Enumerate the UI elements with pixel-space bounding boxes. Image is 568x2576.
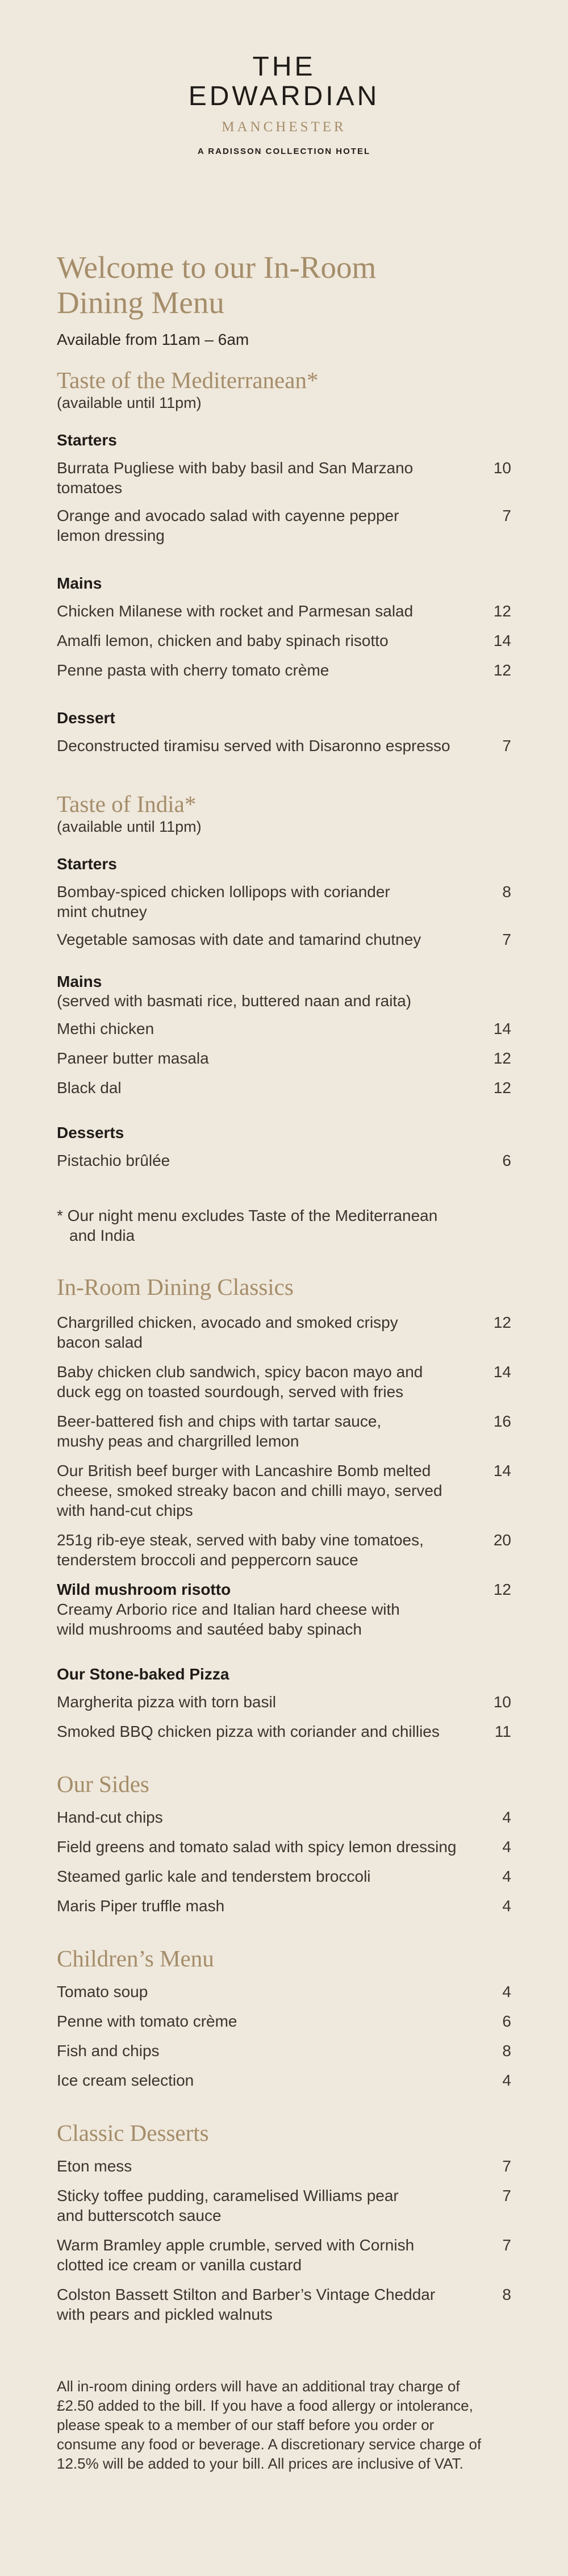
item-name-line: 251g rib-eye steak, served with baby vine tomatoes, [57, 1531, 424, 1549]
item-price: 10 [493, 1693, 511, 1711]
mediterranean-starters-heading: Starters [57, 431, 117, 449]
item-name-line: with pears and pickled walnuts [57, 2306, 273, 2323]
availability-note: Available from 11am – 6am [57, 331, 249, 348]
india-mains-heading: Mains [57, 973, 102, 990]
mediterranean-title: Taste of the Mediterranean* [57, 367, 319, 393]
menu-item [57, 1807, 511, 1827]
item-name: Black dal [57, 1079, 122, 1097]
menu-item [57, 2041, 511, 2061]
classic-desserts-title: Classic Desserts [57, 2120, 209, 2146]
children-title: Children’s Menu [57, 1945, 214, 1971]
item-name: Fish and chips [57, 2042, 160, 2060]
item-name: Smoked BBQ chicken pizza with coriander and chillies [57, 1723, 440, 1740]
item-name: Eton mess [57, 2157, 132, 2175]
item-name: Amalfi lemon, chicken and baby spinach risotto [57, 632, 389, 649]
item-price: 6 [502, 1152, 511, 1169]
item-name-line: with hand-cut chips [57, 1502, 193, 1519]
logo-edwardian: EDWARDIAN [188, 81, 380, 111]
children-section [57, 1945, 511, 2090]
item-price: 4 [502, 1868, 511, 1885]
india-mains-note: (served with basmati rice, buttered naan and raita) [57, 992, 412, 1010]
mediterranean-note: (available until 11pm) [57, 394, 202, 411]
item-name-line: tomatoes [57, 479, 123, 497]
item-name: Deconstructed tiramisu served with Disaronno espresso [57, 737, 450, 755]
menu-item [57, 1048, 511, 1068]
item-name-line: Chargrilled chicken, avocado and smoked crispy [57, 1314, 398, 1331]
item-name-line: tenderstem broccoli and peppercorn sauce [57, 1551, 358, 1569]
item-price: 6 [502, 2012, 511, 2030]
item-name: Tomato soup [57, 1983, 148, 2000]
item-price: 12 [493, 1314, 511, 1331]
item-price: 10 [493, 459, 511, 477]
menu-item [57, 1411, 511, 1451]
item-price: 7 [502, 2157, 511, 2175]
item-name-line: mushy peas and chargrilled lemon [57, 1432, 299, 1450]
menu-item [57, 1362, 511, 1402]
classic-desserts-section [57, 2120, 511, 2324]
menu-item [57, 2070, 511, 2090]
india-note: (available until 11pm) [57, 818, 202, 835]
item-price: 14 [493, 1363, 511, 1381]
classics-title: In-Room Dining Classics [57, 1274, 294, 1300]
item-name: Methi chicken [57, 1020, 154, 1037]
sides-title: Our Sides [57, 1771, 149, 1797]
item-price: 12 [493, 1581, 511, 1598]
item-price: 7 [502, 507, 511, 524]
item-name-line: Beer-battered fish and chips with tartar sauce, [57, 1412, 382, 1430]
menu-item [57, 1461, 511, 1520]
item-name-line: Bombay-spiced chicken lollipops with coriander [57, 883, 390, 901]
menu-item [57, 1866, 511, 1886]
hotel-logo [0, 52, 568, 156]
footer-line: All in-room dining orders will have an additional tray charge of [57, 2378, 460, 2395]
menu-item [57, 506, 511, 545]
item-price: 7 [502, 2236, 511, 2254]
item-price: 4 [502, 1983, 511, 2000]
item-name-line: wild mushrooms and sautéed baby spinach [57, 1620, 362, 1638]
menu-item [57, 601, 511, 621]
india-desserts-heading: Desserts [57, 1124, 124, 1141]
item-price: 8 [502, 2042, 511, 2060]
item-price: 11 [494, 1723, 511, 1740]
item-name-line: Our British beef burger with Lancashire Bomb melted [57, 1462, 431, 1479]
item-name: Paneer butter masala [57, 1049, 209, 1067]
item-price: 4 [502, 1808, 511, 1826]
menu-item [57, 2156, 511, 2176]
menu-item [57, 1982, 511, 2002]
footer-line: 12.5% will be added to your bill. All prices are inclusive of VAT. [57, 2455, 463, 2472]
item-name: Maris Piper truffle mash [57, 1897, 225, 1915]
item-name: Pistachio brûlée [57, 1152, 170, 1169]
menu-item [57, 458, 511, 498]
item-name: Penne pasta with cherry tomato crème [57, 661, 329, 679]
footer-line: consume any food or beverage. A discretionary service charge of [57, 2436, 482, 2453]
item-price: 4 [502, 1838, 511, 1856]
menu-item [57, 1721, 511, 1741]
item-price: 12 [493, 1049, 511, 1067]
logo-tagline: A RADISSON COLLECTION HOTEL [197, 147, 371, 156]
item-name: Field greens and tomato salad with spicy lemon dressing [57, 1838, 457, 1856]
item-price: 14 [493, 1462, 511, 1479]
item-name-line: clotted ice cream or vanilla custard [57, 2256, 302, 2274]
item-name-line: duck egg on toasted sourdough, served with fries [57, 1383, 404, 1400]
sides-section [57, 1771, 511, 1916]
india-title: Taste of India* [57, 791, 197, 817]
item-name-line: bacon salad [57, 1333, 143, 1351]
menu-item [57, 1151, 511, 1170]
item-name-line: lemon dressing [57, 527, 165, 544]
item-name: Ice cream selection [57, 2071, 194, 2089]
item-name: Vegetable samosas with date and tamarind chutney [57, 931, 421, 948]
item-name-line: Wild mushroom risotto [57, 1581, 231, 1598]
footer-line: please speak to a member of our staff before you order or [57, 2416, 435, 2433]
menu-item [57, 2285, 511, 2324]
logo-the: THE [252, 52, 316, 82]
menu-item [57, 2235, 511, 2275]
menu-item [57, 660, 511, 680]
item-name-line: Burrata Pugliese with baby basil and San Marzano [57, 459, 414, 477]
page-title-line1: Welcome to our In-Room [57, 250, 377, 285]
menu-item [57, 929, 511, 949]
menu-item [57, 1579, 511, 1639]
item-price: 4 [502, 1897, 511, 1915]
menu-item [57, 2186, 511, 2225]
item-name: Chicken Milanese with rocket and Parmesan salad [57, 602, 414, 620]
item-price: 14 [493, 632, 511, 649]
footer-disclaimer [57, 2377, 511, 2473]
night-note-line: and India [69, 1227, 135, 1244]
item-price: 16 [493, 1412, 511, 1430]
item-name: Penne with tomato crème [57, 2012, 237, 2030]
item-name-line: mint chutney [57, 903, 147, 920]
footer-line: £2.50 added to the bill. If you have a food allergy or intolerance, [57, 2397, 473, 2414]
night-menu-note [57, 1206, 511, 1245]
item-price: 7 [502, 931, 511, 948]
item-name-line: Orange and avocado salad with cayenne pepper [57, 507, 399, 524]
item-name: Margherita pizza with torn basil [57, 1693, 276, 1711]
item-name-line: and butterscotch sauce [57, 2207, 222, 2224]
item-name-line: Sticky toffee pudding, caramelised Williams pear [57, 2187, 399, 2204]
item-price: 8 [502, 2286, 511, 2303]
menu-item [57, 1837, 511, 1857]
pizza-heading: Our Stone-baked Pizza [57, 1665, 229, 1683]
item-price: 12 [493, 1079, 511, 1097]
item-name: Steamed garlic kale and tenderstem broccoli [57, 1868, 371, 1885]
menu-item [57, 1896, 511, 1916]
item-price: 12 [493, 661, 511, 679]
night-note-line: * Our night menu excludes Taste of the Mediterranean [57, 1207, 438, 1224]
item-name-line: Baby chicken club sandwich, spicy bacon mayo and [57, 1363, 423, 1381]
menu-item [57, 631, 511, 651]
page-title [57, 250, 511, 320]
menu-item [57, 1019, 511, 1039]
menu-item [57, 1692, 511, 1712]
item-price: 12 [493, 602, 511, 620]
india-starters-heading: Starters [57, 855, 117, 873]
menu-item [57, 1530, 511, 1570]
item-price: 8 [502, 883, 511, 901]
item-name-line: Creamy Arborio rice and Italian hard cheese with [57, 1600, 400, 1618]
mediterranean-dessert-heading: Dessert [57, 709, 115, 727]
classics-section [57, 1274, 511, 1741]
menu-item [57, 736, 511, 756]
india-section [57, 791, 511, 1170]
mediterranean-section [57, 367, 511, 756]
item-price: 14 [493, 1020, 511, 1037]
menu-item [57, 2011, 511, 2031]
menu-item [57, 1078, 511, 1098]
item-price: 7 [502, 737, 511, 755]
item-price: 7 [502, 2187, 511, 2204]
menu-item [57, 1312, 511, 1352]
item-name-line: Warm Bramley apple crumble, served with Cornish [57, 2236, 415, 2254]
item-price: 20 [493, 1531, 511, 1549]
mediterranean-mains-heading: Mains [57, 574, 102, 592]
page-title-line2: Dining Menu [57, 285, 224, 320]
item-name-line: Colston Bassett Stilton and Barber’s Vintage Cheddar [57, 2286, 436, 2303]
logo-city: MANCHESTER [222, 119, 346, 135]
menu-item [57, 882, 511, 922]
item-name: Hand-cut chips [57, 1808, 163, 1826]
item-price: 4 [502, 2071, 511, 2089]
item-name-line: cheese, smoked streaky bacon and chilli mayo, served [57, 1482, 442, 1499]
menu-content [57, 250, 511, 2473]
